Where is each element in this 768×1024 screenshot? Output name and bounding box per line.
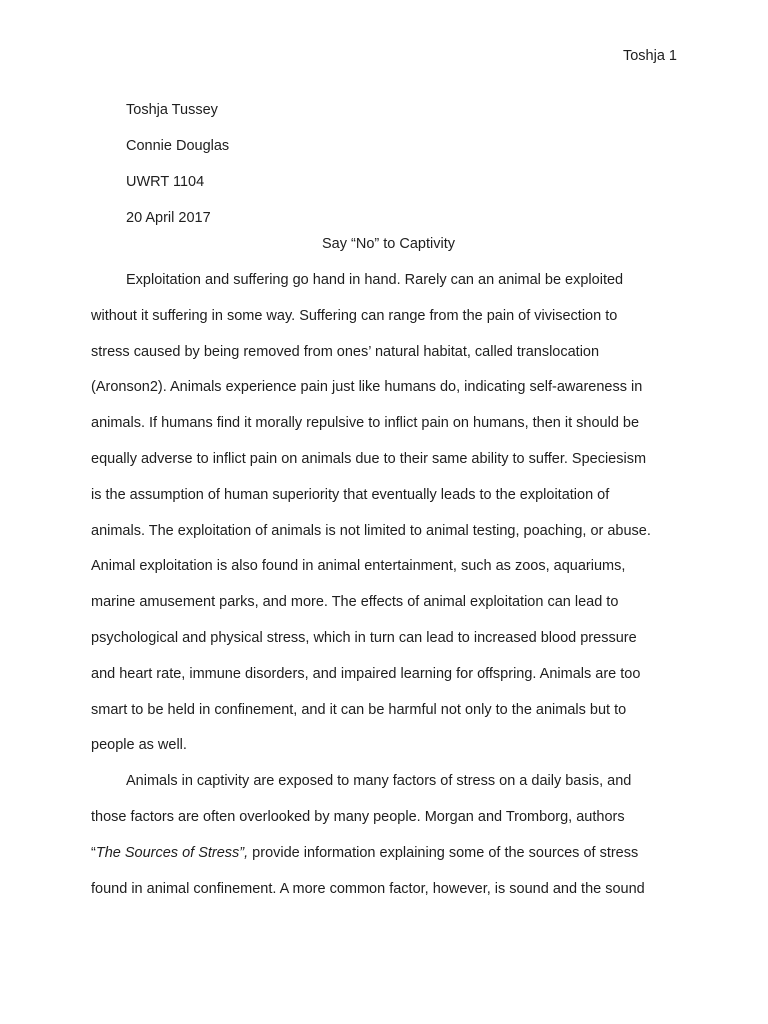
text-line: psychological and physical stress, which in turn can lead to increased blood pressure [91,629,637,646]
text-line [91,843,691,879]
text-line: found in animal confinement. A more common factor, however, is sound and the sound [91,880,645,897]
text-line: Animal exploitation is also found in animal entertainment, such as zoos, aquariums, [91,558,626,575]
text-line: smart to be held in confinement, and it can be harmful not only to the animals but to [91,701,627,718]
text-line: without it suffering in some way. Suffering can range from the pain of vivisection to [91,307,618,324]
mla-heading [126,92,229,236]
text-line: stress caused by being removed from ones’ natural habitat, called translocation [91,343,600,360]
course-name: UWRT 1104 [126,174,205,190]
open-quote: “ [91,844,96,861]
text-line: animals. The exploitation of animals is not limited to animal testing, poaching, or abuse. [91,522,651,539]
text-line: equally adverse to inflict pain on animals due to their same ability to suffer. Speciesism [91,450,647,467]
source-title: The Sources of Stress”, [95,844,249,861]
text-line: Exploitation and suffering go hand in hand. Rarely can an animal be exploited [126,272,624,288]
text-line: animals. If humans find it morally repulsive to inflict pain on humans, then it should be [91,415,640,432]
text-line: is the assumption of human superiority that eventually leads to the exploitation of [91,486,610,503]
essay-title: Say “No” to Captivity [322,236,455,252]
text-line: people as well. [91,737,187,754]
text-line: (Aronson2). Animals experience pain just like humans do, indicating self-awareness in [91,379,643,396]
text-line: those factors are often overlooked by many people. Morgan and Tromborg, authors [91,808,625,825]
essay-body [91,270,691,914]
text-line: Animals in captivity are exposed to many factors of stress on a daily basis, and [126,773,632,790]
date: 20 April 2017 [126,210,211,226]
instructor-name: Connie Douglas [126,138,230,154]
text-line: and heart rate, immune disorders, and impaired learning for offspring. Animals are too [91,665,641,682]
paragraph-2 [91,771,691,914]
text-line: marine amusement parks, and more. The effects of animal exploitation can lead to [91,594,619,611]
paragraph-1 [91,270,691,771]
running-head: Toshja 1 [622,48,677,64]
author-name: Toshja Tussey [126,102,218,118]
text-run: provide information explaining some of the sources of stress [248,844,639,861]
